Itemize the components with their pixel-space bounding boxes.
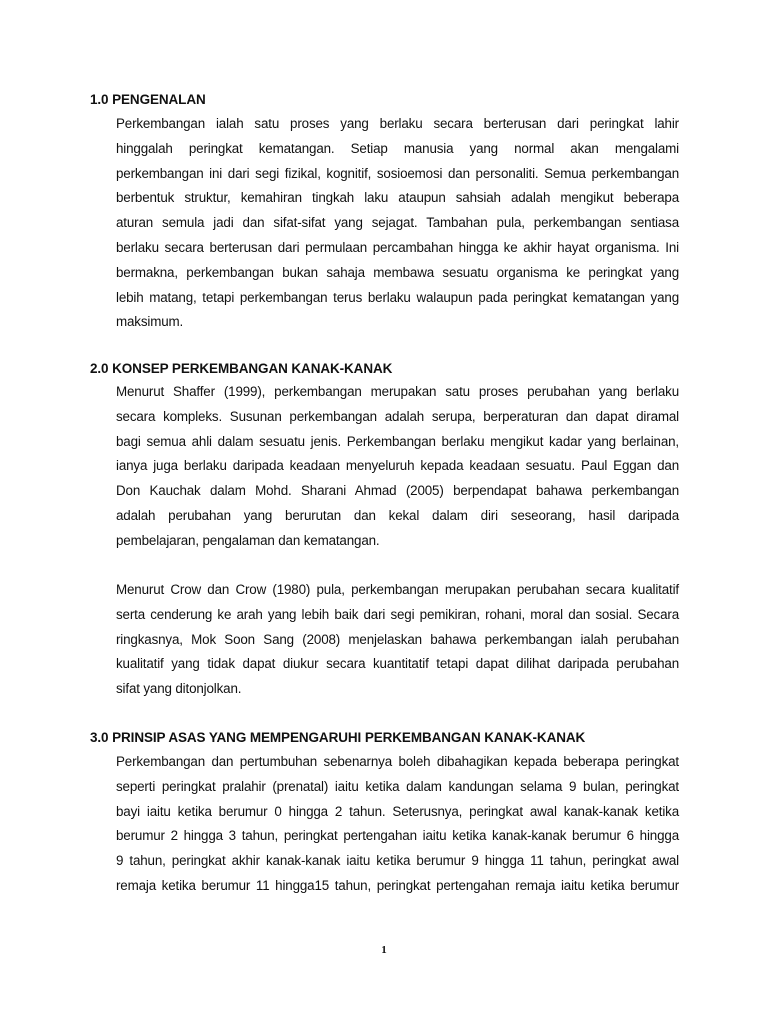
text-line: bermakna, perkembangan bukan sahaja membawa sesuatu organisma ke peringkat yang	[116, 264, 679, 280]
text-line: bagi semua ahli dalam sesuatu jenis. Perkembangan berlaku mengikut kadar yang berlainan,	[116, 433, 679, 449]
text-line: remaja ketika berumur 11 hingga15 tahun, peringkat pertengahan remaja iaitu ketika berumur	[116, 877, 679, 893]
text-line: aturan semula jadi dan sifat-sifat yang sejagat. Tambahan pula, perkembangan sentiasa	[116, 215, 679, 231]
text-line: Don Kauchak dalam Mohd. Sharani Ahmad (2005) berpendapat bahawa perkembangan	[116, 483, 679, 499]
text-line: lebih matang, tetapi perkembangan terus berlaku walaupun pada peringkat kematangan yang	[116, 289, 679, 305]
text-line: ringkasnya, Mok Soon Sang (2008) menjelaskan bahawa perkembangan ialah perubahan	[116, 631, 679, 647]
text-line: seperti peringkat pralahir (prenatal) iaitu ketika dalam kandungan selama 9 bulan, peringkat	[116, 778, 679, 794]
paragraph-prinsip-asas	[116, 750, 679, 899]
paragraph-konsep-2	[116, 578, 679, 702]
text-line: perkembangan ini dari segi fizikal, kognitif, sosioemosi dan personaliti. Semua perkembangan	[116, 165, 679, 181]
text-line: secara kompleks. Susunan perkembangan adalah serupa, berperaturan dan dapat diramal	[116, 408, 679, 424]
text-line: Perkembangan ialah satu proses yang berlaku secara berterusan dari peringkat lahir	[116, 116, 679, 131]
section-heading-konsep: 2.0 KONSEP PERKEMBANGAN KANAK-KANAK	[90, 361, 393, 376]
section-heading-prinsip-asas: 3.0 PRINSIP ASAS YANG MEMPENGARUHI PERKEMBANGAN KANAK-KANAK	[90, 730, 586, 745]
text-line: hinggalah peringkat kematangan. Setiap manusia yang normal akan mengalami	[116, 140, 679, 156]
text-line: Menurut Crow dan Crow (1980) pula, perkembangan merupakan perubahan secara kualitatif	[116, 582, 679, 597]
text-line: 9 tahun, peringkat akhir kanak-kanak iaitu ketika berumur 9 hingga 11 tahun, peringkat awal	[116, 853, 679, 869]
paragraph-pengenalan	[116, 112, 679, 335]
page-number: 1	[381, 944, 387, 956]
text-line: berbentuk struktur, kemahiran tingkah laku ataupun sahsiah adalah mengikut beberapa	[116, 190, 679, 206]
text-line: berumur 2 hingga 3 tahun, peringkat pertengahan iaitu ketika kanak-kanak berumur 6 hingga	[116, 828, 679, 844]
text-line: sifat yang ditonjolkan.	[116, 681, 242, 697]
text-line: kualitatif yang tidak dapat diukur secara kuantitatif tetapi dapat dilihat daripada perubahan	[116, 656, 679, 672]
text-line: berlaku secara berterusan dari permulaan percambahan hingga ke akhir hayat organisma. Ini	[116, 239, 679, 255]
text-line: serta cenderung ke arah yang lebih baik dari segi pemikiran, rohani, moral dan sosial. Secara	[116, 606, 679, 622]
text-line: bayi iaitu ketika berumur 0 hingga 2 tahun. Seterusnya, peringkat awal kanak-kanak ketika	[116, 803, 679, 819]
text-line: maksimum.	[116, 314, 184, 330]
text-line: ianya juga berlaku daripada keadaan menyeluruh kepada keadaan sesuatu. Paul Eggan dan	[116, 458, 679, 474]
section-heading-pengenalan: 1.0 PENGENALAN	[90, 92, 206, 107]
text-line: pembelajaran, pengalaman dan kematangan.	[116, 532, 380, 548]
text-line: adalah perubahan yang berurutan dan kekal dalam diri seseorang, hasil daripada	[116, 507, 679, 523]
text-line: Menurut Shaffer (1999), perkembangan merupakan satu proses perubahan yang berlaku	[116, 384, 679, 399]
paragraph-konsep-1	[116, 380, 679, 554]
text-line: Perkembangan dan pertumbuhan sebenarnya boleh dibahagikan kepada beberapa peringkat	[116, 754, 679, 769]
